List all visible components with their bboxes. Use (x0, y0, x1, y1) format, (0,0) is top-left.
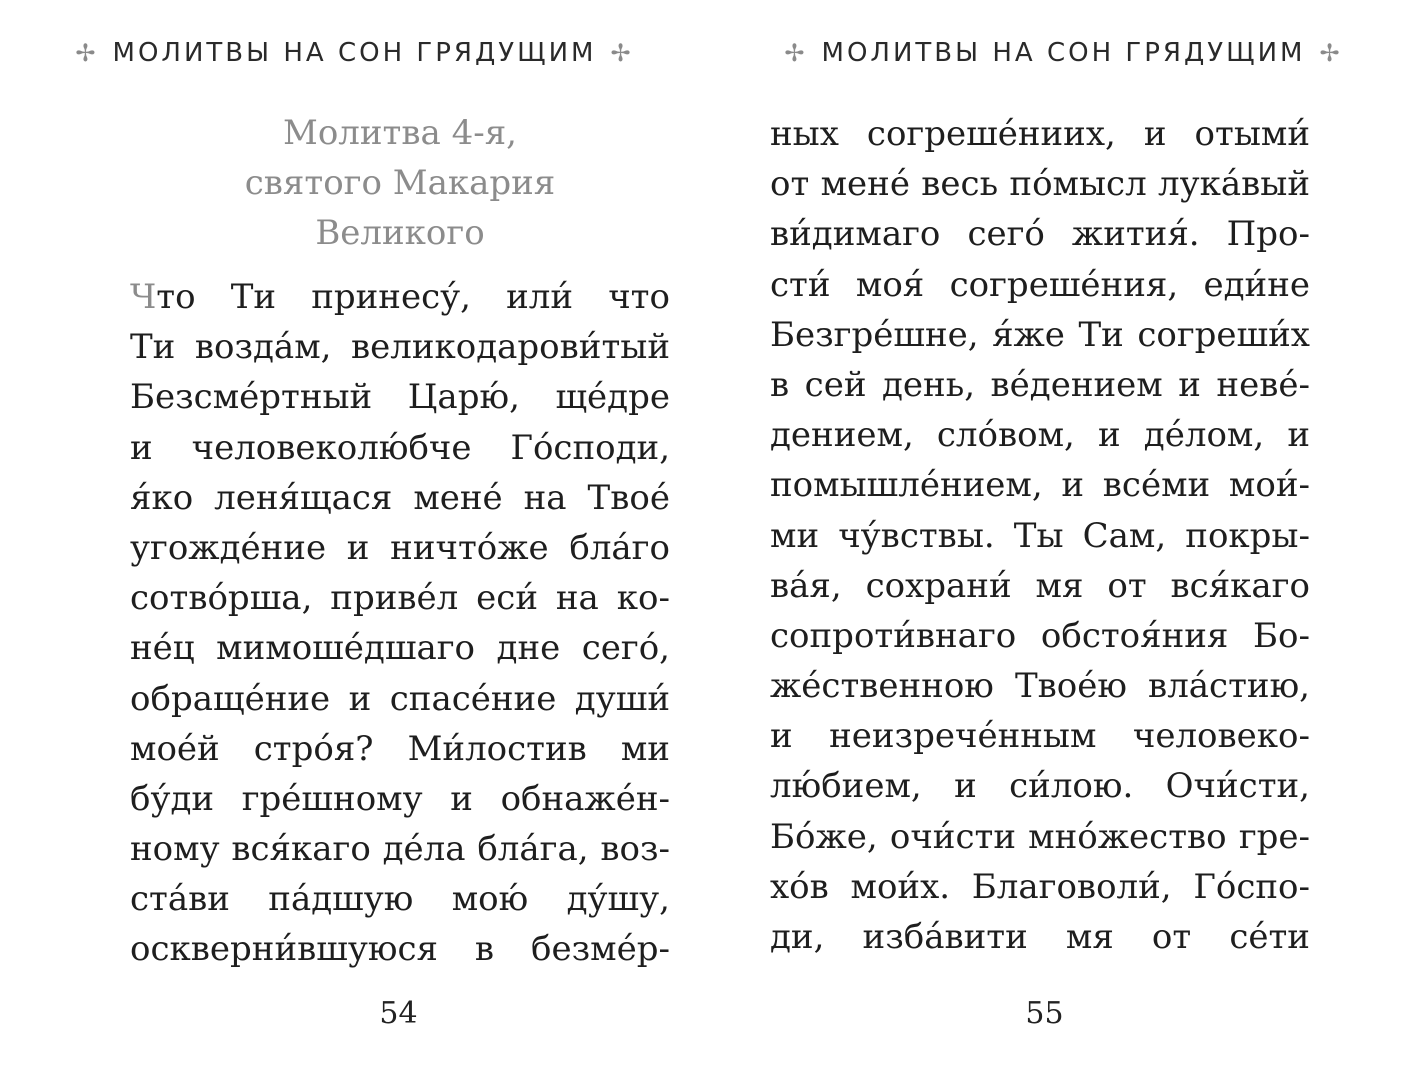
word: же́ственною (770, 666, 994, 707)
word: мое́й (130, 728, 220, 769)
page-number: 55 (1025, 996, 1064, 1031)
text-line (770, 761, 1310, 811)
word: вся́каго (231, 829, 371, 870)
text-line (770, 360, 1310, 410)
word: ми (770, 515, 820, 556)
word: си́лою. (1009, 766, 1134, 807)
word: вла́стию, (1148, 666, 1310, 707)
word: великодарови́тый (350, 327, 670, 368)
word: чу́вствы. (838, 515, 995, 556)
text-line (770, 711, 1310, 761)
word: Ти (130, 327, 176, 368)
text-line (130, 272, 670, 322)
word: согреши́х (1137, 314, 1310, 355)
text-line (130, 523, 670, 573)
text-line (770, 209, 1310, 259)
word: ко- (616, 578, 670, 619)
word: гре́шному (241, 778, 423, 819)
word: и (346, 527, 370, 568)
word: леня́щася (214, 477, 393, 518)
word: обстоя́ния (1040, 615, 1229, 656)
word: Твое́ю (1014, 666, 1127, 707)
word: и (1061, 465, 1085, 506)
word: от (770, 164, 810, 205)
page-number: 54 (379, 996, 418, 1031)
first-word (130, 272, 196, 322)
word: то (156, 277, 196, 317)
word: Безгре́шне, (770, 314, 979, 355)
word: хо́в (770, 866, 829, 907)
word: мя (1065, 917, 1114, 957)
word: Бо- (1253, 615, 1310, 656)
word: весь (921, 164, 999, 205)
text-line (770, 912, 1310, 962)
word: сло́вом, (936, 415, 1075, 456)
word: и (1098, 415, 1121, 456)
word: Сам, (1082, 515, 1167, 556)
word: стро́я? (253, 728, 374, 769)
word: согреше́ния, (949, 264, 1179, 305)
word: и (770, 716, 793, 757)
prayer-title (110, 108, 690, 258)
word: бла́га, (477, 829, 589, 870)
prayer-text (770, 109, 1310, 962)
prayer-text (130, 272, 670, 975)
word: па́дшую (268, 879, 414, 920)
word: ва́я, (770, 565, 842, 606)
word: я́ко (130, 477, 194, 518)
running-head (0, 38, 709, 68)
word: помышле́нием, (770, 465, 1043, 506)
word: мимоше́дшаго (216, 628, 476, 669)
word: день, (881, 364, 976, 405)
word: в (770, 364, 790, 405)
word: сей (804, 364, 867, 405)
word: ди, (770, 917, 825, 957)
word: от (1151, 917, 1192, 957)
word: сего́ (967, 214, 1045, 255)
word: ду́шу, (566, 879, 670, 920)
word: Благоволи́, (971, 866, 1172, 907)
text-line (770, 661, 1310, 711)
word: мене́ (413, 477, 503, 518)
dropcap: Ч (130, 277, 157, 317)
word: Твое́ (587, 477, 670, 518)
word: обнаже́н- (500, 778, 670, 819)
word: Ти (230, 277, 277, 317)
word: сопроти́внаго (770, 615, 1017, 656)
word: на (555, 578, 599, 619)
word: Ты (1013, 515, 1064, 556)
word: спасе́ние (389, 678, 557, 719)
text-line (130, 423, 670, 473)
word: отыми́ (1194, 114, 1310, 154)
text-line (130, 824, 670, 874)
word: Про- (1226, 214, 1310, 255)
word: Очи́сти, (1165, 766, 1310, 807)
text-line (770, 260, 1310, 310)
word: оскверни́вшуюся (130, 929, 438, 970)
word: мене́ (820, 164, 910, 205)
text-line (770, 460, 1310, 510)
word: ничто́же (390, 527, 549, 568)
text-line (770, 862, 1310, 912)
text-line (770, 561, 1310, 611)
word: еди́не (1203, 264, 1310, 305)
word: сотво́рша, (130, 578, 313, 619)
word: Ти (1078, 314, 1124, 355)
right-page (709, 0, 1418, 1080)
word: ми (620, 728, 670, 769)
word: обраще́ние (130, 678, 331, 719)
word: человеколю́бче (191, 427, 472, 468)
word: моя́ (855, 264, 925, 305)
word: не́ц (130, 628, 195, 669)
title-line: Молитва 4-я, (283, 113, 517, 153)
word: лука́вый (1158, 164, 1310, 205)
word: де́лом, (1143, 415, 1265, 456)
text-line (130, 924, 670, 974)
word: лю́бием, (770, 766, 922, 807)
word: дением, (770, 415, 914, 456)
word: дне (496, 628, 561, 669)
word: се́ти (1229, 917, 1310, 957)
text-line (130, 372, 670, 422)
word: сего́, (581, 628, 670, 669)
cross-ornament-icon: ✢ (784, 39, 808, 67)
word: изба́вити (862, 917, 1028, 957)
text-line (770, 159, 1310, 209)
word: Бо́же, (770, 816, 878, 857)
running-head-text: МОЛИТВЫ НА СОН ГРЯДУЩИМ (821, 38, 1306, 68)
word: неизрече́нным (829, 716, 1097, 757)
text-line (130, 774, 670, 824)
word: и (1287, 415, 1310, 456)
word: Царю́, (407, 377, 520, 418)
text-line (770, 310, 1310, 360)
word: возда́м, (194, 327, 332, 368)
word: покры- (1185, 515, 1310, 556)
word: человеко- (1132, 716, 1310, 757)
word: и (130, 427, 153, 468)
word: и (348, 678, 372, 719)
running-head-text: МОЛИТВЫ НА СОН ГРЯДУЩИМ (112, 38, 597, 68)
word: души́ (574, 678, 670, 719)
word: мя (1035, 565, 1084, 606)
word: и (450, 778, 473, 819)
word: воз- (600, 829, 670, 870)
text-line (770, 109, 1310, 159)
word: мно́жество (1028, 816, 1227, 857)
word: и (954, 766, 977, 807)
word: принесу́, (311, 277, 471, 317)
word: ще́дре (555, 377, 670, 418)
word: все́ми (1102, 465, 1211, 506)
word: Ми́лостив (407, 728, 587, 769)
word: в (474, 929, 495, 970)
word: что (608, 277, 670, 317)
word: и (1178, 364, 1201, 405)
word: безме́р- (531, 929, 670, 970)
text-line (770, 812, 1310, 862)
text-line (130, 724, 670, 774)
text-line (770, 511, 1310, 561)
word: еси́ (476, 578, 538, 619)
text-line (130, 322, 670, 372)
word: бла́го (569, 527, 670, 568)
word: ному (130, 829, 220, 870)
title-line: Великого (315, 213, 485, 253)
cross-ornament-icon: ✢ (610, 39, 634, 67)
word: я́же (992, 314, 1065, 355)
text-line (130, 473, 670, 523)
word: ви́димаго (770, 214, 941, 255)
text-line (770, 410, 1310, 460)
word: мои́х. (850, 866, 951, 907)
word: очи́сти (889, 816, 1016, 857)
word: Безсме́ртный (130, 377, 373, 418)
word: сти́ (770, 264, 831, 305)
text-line (130, 874, 670, 924)
word: де́ла (382, 829, 466, 870)
word: или́ (506, 277, 574, 317)
word: бу́ди (130, 778, 215, 819)
word: ве́дением (990, 364, 1163, 405)
word: сохрани́ (865, 565, 1012, 606)
word: на (523, 477, 567, 518)
word: согреше́ниих, (866, 114, 1116, 154)
cross-ornament-icon: ✢ (1319, 39, 1343, 67)
word: неве́- (1216, 364, 1310, 405)
text-line (770, 611, 1310, 661)
cross-ornament-icon: ✢ (75, 39, 99, 67)
word: ста́ви (130, 879, 230, 920)
word: и (1143, 114, 1167, 154)
word: мою́ (451, 879, 529, 920)
word: от (1107, 565, 1147, 606)
word: Го́споди, (510, 427, 670, 468)
title-line: святого Макария (244, 163, 556, 203)
word: Го́спо- (1193, 866, 1310, 907)
word: ных (770, 114, 839, 154)
running-head (709, 38, 1418, 68)
word: мои́- (1228, 465, 1310, 506)
word: по́мысл (1009, 164, 1147, 205)
text-line (130, 573, 670, 623)
word: жития́. (1071, 214, 1200, 255)
word: приве́л (330, 578, 459, 619)
word: гре- (1238, 816, 1310, 857)
word: угожде́ние (130, 527, 327, 568)
text-line (130, 674, 670, 724)
word: вся́каго (1170, 565, 1310, 606)
text-line (130, 623, 670, 673)
